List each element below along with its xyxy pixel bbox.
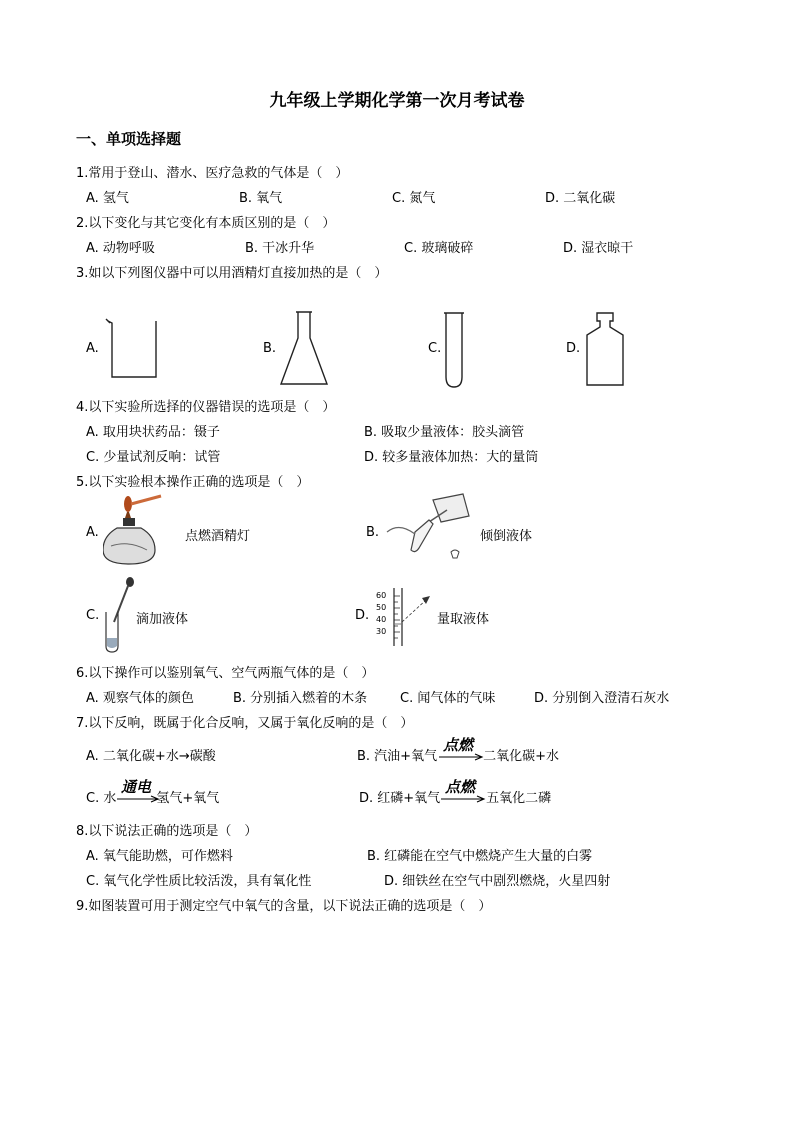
q6-option-d[interactable]: D. 分别倒入澄清石灰水 [534,691,670,706]
q6-option-b[interactable]: B. 分别插入燃着的木条 [233,691,368,706]
q7-b-products: 二氧化碳+水 [483,749,559,764]
question-1: 1.常用于登山、潜水、医疗急救的气体是（ ） [76,166,349,181]
q3-option-d[interactable]: D. [566,341,581,356]
q7-c-condition: 通电 [121,778,152,796]
q3-option-a[interactable]: A. [86,341,99,356]
alcohol-lamp-icon [103,494,165,570]
q4-option-d[interactable]: D. 较多量液体加热：大的量筒 [364,450,539,465]
test-tube-icon [443,311,465,389]
question-4: 4.以下实验所选择的仪器错误的选项是（ ） [76,400,336,415]
q6-option-c[interactable]: C. 闻气体的气味 [400,691,496,706]
q4-option-b[interactable]: B. 吸取少量液体：胶头滴管 [364,425,525,440]
reaction-arrow-icon [440,795,486,803]
pouring-liquid-icon [385,492,471,568]
cylinder-scale [376,590,386,638]
q6-option-a[interactable]: A. 观察气体的颜色 [86,691,194,706]
q7-b-condition: 点燃 [443,736,474,754]
q2-option-c[interactable]: C. 玻璃破碎 [404,241,474,256]
q1-option-d[interactable]: D. 二氧化碳 [545,191,616,206]
q8-option-a[interactable]: A. 氧气能助燃，可作燃料 [86,849,233,864]
q8-option-c[interactable]: C. 氧气化学性质比较活泼，具有氧化性 [86,874,312,889]
cylinder-mark-30: 30 [376,627,387,636]
q8-option-d[interactable]: D. 细铁丝在空气中剧烈燃烧，火星四射 [384,874,611,889]
q5-option-b-text: 倾倒液体 [480,529,533,544]
q7-c-products: 氢气+氧气 [156,791,220,806]
q7-b-reactants: B. 汽油+氧气 [357,749,438,764]
cylinder-mark-40: 40 [376,615,387,624]
reagent-bottle-icon [583,311,627,389]
q5-option-d[interactable]: D. [355,608,370,623]
q4-option-a[interactable]: A. 取用块状药品：镊子 [86,425,220,440]
dropper-test-tube-icon [102,576,136,654]
question-7: 7.以下反响，既属于化合反响，又属于氧化反响的是（ ） [76,716,414,731]
q2-option-b[interactable]: B. 干冰升华 [245,241,315,256]
reaction-arrow-icon [116,795,160,803]
q5-option-c-text: 滴加液体 [136,612,189,627]
q1-option-c[interactable]: C. 氮气 [392,191,436,206]
q7-d-reactants: D. 红磷+氧气 [359,791,441,806]
question-6: 6.以下操作可以鉴别氧气、空气两瓶气体的是（ ） [76,666,375,681]
question-5: 5.以下实验根本操作正确的选项是（ ） [76,475,310,490]
q1-option-a[interactable]: A. 氢气 [86,191,129,206]
beaker-icon [104,315,160,381]
q8-option-b[interactable]: B. 红磷能在空气中燃烧产生大量的白雾 [367,849,593,864]
q7-option-a[interactable]: A. 二氧化碳+水→碳酸 [86,749,216,764]
q7-d-condition: 点燃 [445,778,476,796]
q1-option-b[interactable]: B. 氧气 [239,191,283,206]
q5-option-a[interactable]: A. [86,525,99,540]
q2-option-d[interactable]: D. 湿衣晾干 [563,241,634,256]
cylinder-mark-50: 50 [376,603,387,612]
question-3: 3.如以下列图仪器中可以用酒精灯直接加热的是（ ） [76,266,388,281]
q5-option-a-text: 点燃酒精灯 [185,529,251,544]
q7-c-reactants: C. 水 [86,791,117,806]
conical-flask-icon [278,308,330,388]
question-9: 9.如图装置可用于测定空气中氧气的含量，以下说法正确的选项是（ ） [76,899,492,914]
q5-option-b[interactable]: B. [366,525,380,540]
cylinder-mark-60: 60 [376,591,387,600]
q2-option-a[interactable]: A. 动物呼吸 [86,241,155,256]
reaction-arrow-icon [438,753,484,761]
section-heading: 一、单项选择题 [76,130,182,148]
exam-title: 九年级上学期化学第一次月考试卷 [269,91,525,111]
q3-option-b[interactable]: B. [263,341,277,356]
question-8: 8.以下说法正确的选项是（ ） [76,824,258,839]
q5-option-c[interactable]: C. [86,608,100,623]
q4-option-c[interactable]: C. 少量试剂反响：试管 [86,450,221,465]
q5-option-d-text: 量取液体 [437,612,490,627]
q7-d-products: 五氧化二磷 [486,791,552,806]
q3-option-c[interactable]: C. [428,341,442,356]
question-2: 2.以下变化与其它变化有本质区别的是（ ） [76,216,336,231]
